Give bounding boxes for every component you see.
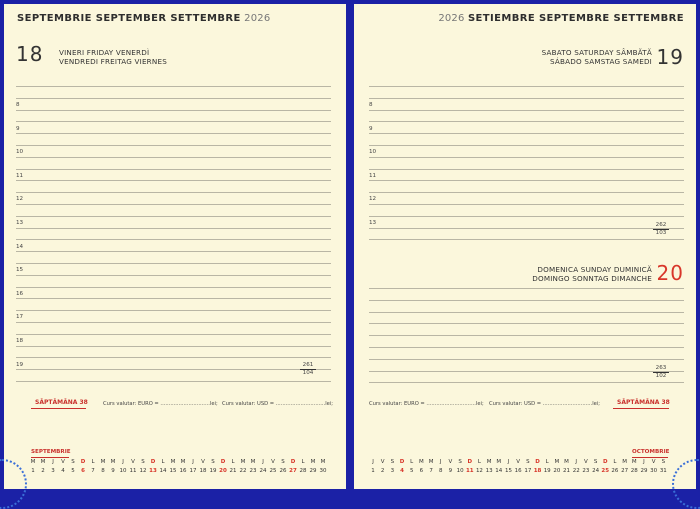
ruled-line (16, 322, 331, 323)
ruled-line (16, 369, 331, 370)
calendar-day[interactable]: 30 (650, 468, 658, 474)
calendar-day[interactable]: 1 (371, 468, 375, 474)
ruled-line (16, 228, 331, 229)
weekday-letter: S (141, 459, 145, 465)
calendar-day[interactable]: 8 (101, 468, 105, 474)
weekday-letter: J (52, 459, 54, 465)
calendar-day[interactable]: 25 (601, 468, 610, 474)
calendar-day[interactable]: 2 (380, 468, 385, 474)
calendar-day[interactable]: 5 (409, 468, 414, 474)
ruled-line (16, 157, 331, 158)
weekday-letter: D (80, 459, 86, 465)
ruled-line (16, 86, 331, 87)
weekday-letter: V (201, 459, 205, 465)
calendar-day[interactable]: 25 (269, 468, 277, 474)
weekday-letter: M (419, 459, 424, 465)
right-counter2-bottom: 102 (655, 373, 667, 379)
hour-label: 11 (16, 172, 24, 179)
right-counter1-top: 262 (653, 222, 669, 230)
weekday-letter: J (372, 459, 374, 465)
ruled-line (16, 204, 331, 205)
calendar-day[interactable]: 8 (438, 468, 443, 474)
calendar-day[interactable]: 6 (81, 468, 85, 474)
calendar-day[interactable]: 1 (31, 468, 35, 474)
weekday-letter: M (554, 459, 560, 465)
weekday-letter: M (320, 459, 326, 465)
ruled-line (369, 110, 684, 111)
weekday-letter: M (564, 459, 569, 465)
ruled-line (369, 204, 684, 205)
calendar-day[interactable]: 21 (229, 468, 237, 474)
calendar-day[interactable]: 29 (640, 468, 648, 474)
right-day2-number: 20 (656, 261, 684, 285)
left-week-underline (31, 408, 86, 409)
ruled-line (16, 169, 331, 170)
ruled-line (369, 157, 684, 158)
left-mini-month-underline (31, 457, 69, 458)
calendar-day[interactable]: 23 (249, 468, 257, 474)
calendar-day[interactable]: 26 (611, 468, 619, 474)
calendar-day[interactable]: 7 (429, 468, 433, 474)
hour-label: 17 (16, 314, 24, 321)
left-corner-dots (0, 459, 27, 509)
calendar-day[interactable]: 15 (504, 468, 512, 474)
weekday-letter: S (390, 459, 395, 465)
calendar-day[interactable]: 6 (419, 468, 424, 474)
weekday-letter: J (575, 459, 578, 465)
calendar-day[interactable]: 20 (219, 468, 227, 474)
weekday-letter: S (526, 459, 530, 465)
weekday-letter: D (150, 459, 156, 465)
right-day2-names-line1: DOMENICA SUNDAY DUMINICĂ (537, 265, 652, 274)
calendar-day[interactable]: 31 (659, 468, 667, 474)
ruled-line (369, 335, 684, 336)
weekday-letter: J (439, 459, 442, 465)
weekday-letter: S (593, 459, 598, 465)
calendar-day[interactable]: 5 (71, 468, 75, 474)
weekday-letter: V (131, 459, 135, 465)
left-mini-month: SEPTEMBRIE (31, 449, 71, 455)
calendar-day[interactable]: 27 (621, 468, 629, 474)
weekday-letter: M (110, 459, 116, 465)
calendar-day[interactable]: 4 (400, 468, 404, 474)
hour-label: 13 (369, 220, 377, 226)
weekday-letter: D (535, 459, 540, 465)
hour-label: 16 (16, 290, 24, 297)
left-day-counter (300, 362, 316, 377)
ruled-line (16, 121, 331, 122)
weekday-letter: J (643, 459, 645, 465)
calendar-day[interactable]: 14 (159, 468, 167, 474)
right-day1-names-line2: SÁBADO SAMSTAG SAMEDI (550, 57, 652, 66)
weekday-letter: L (410, 459, 414, 465)
hour-label: 9 (369, 125, 373, 132)
hour-label: 9 (16, 125, 20, 132)
ruled-line (16, 381, 331, 382)
ruled-line (369, 323, 684, 324)
ruled-line (16, 145, 331, 146)
calendar-day[interactable]: 3 (390, 468, 395, 474)
hour-label: 10 (16, 149, 24, 156)
calendar-day[interactable]: 18 (199, 468, 207, 474)
weekday-row (28, 459, 338, 468)
calendar-day[interactable]: 17 (524, 468, 532, 474)
hour-label: 13 (16, 220, 24, 226)
weekday-letter: S (71, 459, 75, 465)
ruled-line (369, 145, 684, 146)
ruled-line (16, 287, 331, 288)
right-header-months: SETIEMBRE SEPTEMBRE SETTEMBRE (467, 13, 684, 24)
right-header-year: 2026 (438, 13, 465, 24)
calendar-day[interactable]: 23 (582, 468, 590, 474)
weekday-letter: V (584, 459, 588, 465)
ruled-line (369, 228, 684, 229)
weekday-letter: M (622, 459, 627, 465)
left-header-year: 2026 (244, 13, 271, 24)
calendar-day[interactable]: 22 (239, 468, 247, 474)
left-mini-calendar (28, 459, 338, 477)
ruled-line (369, 169, 684, 170)
hour-label: 15 (16, 267, 24, 274)
hour-label: 10 (369, 149, 377, 156)
weekday-letter: M (486, 459, 492, 465)
weekday-letter: V (651, 459, 656, 465)
left-header (17, 13, 270, 24)
ruled-line (16, 298, 331, 299)
right-day2-names-line2: DOMINGO SONNTAG DIMANCHE (532, 274, 652, 283)
ruled-line (16, 251, 331, 252)
calendar-day[interactable]: 11 (465, 468, 474, 474)
weekday-letter: M (631, 459, 637, 465)
weekday-letter: D (467, 459, 473, 465)
ruled-line (369, 133, 684, 134)
weekday-letter: S (211, 459, 215, 465)
right-curs-euro: Curs valutar: EURO = ..............................lei; (369, 401, 484, 407)
weekday-letter: V (61, 459, 65, 465)
ruled-line (369, 288, 684, 289)
weekday-letter: D (290, 459, 296, 465)
hour-label: 12 (369, 196, 377, 203)
hour-label: 8 (369, 102, 373, 108)
ruled-line (369, 180, 684, 181)
weekday-letter: J (262, 459, 264, 465)
day-row (368, 468, 678, 477)
ruled-line (369, 312, 684, 313)
weekday-letter: L (545, 459, 549, 465)
ruled-line (16, 334, 331, 335)
calendar-day[interactable]: 28 (299, 468, 307, 474)
ruled-line (16, 180, 331, 181)
calendar-day[interactable]: 4 (61, 468, 65, 474)
weekday-letter: L (91, 459, 95, 465)
ruled-line (369, 371, 684, 372)
left-header-months: SEPTEMBRIE SEPTEMBER SETTEMBRE (17, 13, 241, 24)
weekday-letter: M (310, 459, 316, 465)
ruled-line (16, 275, 331, 276)
calendar-day[interactable]: 17 (189, 468, 197, 474)
calendar-day[interactable]: 14 (495, 468, 503, 474)
calendar-day[interactable]: 18 (533, 468, 542, 474)
calendar-day[interactable]: 27 (289, 468, 297, 474)
right-mini-month: OCTOMBRIE (632, 449, 670, 455)
calendar-day[interactable]: 7 (91, 468, 95, 474)
calendar-day[interactable]: 13 (485, 468, 493, 474)
day-row (28, 468, 338, 477)
calendar-day[interactable]: 30 (319, 468, 327, 474)
calendar-day[interactable]: 9 (448, 468, 453, 474)
ruled-line (369, 239, 684, 240)
calendar-day[interactable]: 29 (309, 468, 317, 474)
weekday-letter: L (477, 459, 481, 465)
weekday-letter: M (30, 459, 36, 465)
weekday-letter: M (250, 459, 256, 465)
calendar-day[interactable]: 2 (41, 468, 45, 474)
calendar-day[interactable]: 16 (179, 468, 187, 474)
right-mini-calendar (368, 459, 678, 477)
weekday-letter: M (428, 459, 434, 465)
calendar-day[interactable]: 11 (129, 468, 137, 474)
calendar-day[interactable]: 20 (553, 468, 561, 474)
weekday-letter: M (170, 459, 176, 465)
left-page (4, 4, 346, 489)
calendar-day[interactable]: 10 (456, 468, 464, 474)
ruled-line (16, 346, 331, 347)
right-counter1-bottom: 103 (655, 230, 667, 236)
weekday-letter: S (458, 459, 462, 465)
calendar-day[interactable]: 10 (119, 468, 127, 474)
calendar-day[interactable]: 26 (279, 468, 287, 474)
hour-label: 14 (16, 243, 24, 250)
calendar-day[interactable]: 16 (514, 468, 522, 474)
ruled-line (369, 359, 684, 360)
ruled-line (369, 192, 684, 193)
ruled-line (369, 300, 684, 301)
right-day1-number: 19 (656, 45, 684, 69)
weekday-letter: V (271, 459, 275, 465)
right-day1-names-line1: SABATO SATURDAY SÂMBĂTĂ (541, 48, 652, 57)
left-counter-bottom: 104 (302, 370, 314, 376)
hour-label: 19 (16, 361, 24, 368)
weekday-letter: L (301, 459, 305, 465)
weekday-letter: J (192, 459, 194, 465)
weekday-letter: M (496, 459, 502, 465)
right-mini-month-underline (632, 457, 668, 458)
ruled-line (369, 216, 684, 217)
left-curs-usd: Curs valutar: USD = ..............................lei; (222, 401, 334, 407)
calendar-day[interactable]: 21 (563, 468, 571, 474)
left-counter-top: 261 (300, 362, 316, 370)
ruled-line (369, 121, 684, 122)
left-day-names-line1: VINERI FRIDAY VENERDÌ (59, 48, 150, 57)
hour-label: 12 (16, 196, 24, 203)
weekday-letter: L (161, 459, 165, 465)
weekday-letter: L (231, 459, 235, 465)
hour-label: 8 (16, 102, 20, 108)
weekday-letter: M (100, 459, 106, 465)
ruled-line (16, 310, 331, 311)
weekday-letter: M (180, 459, 186, 465)
ruled-line (369, 382, 684, 383)
calendar-day[interactable]: 9 (111, 468, 115, 474)
right-day1-counter (653, 222, 669, 237)
right-day2-names (532, 265, 652, 283)
ruled-line (369, 347, 684, 348)
ruled-line (16, 357, 331, 358)
weekday-letter: V (380, 459, 385, 465)
calendar-day[interactable]: 24 (259, 468, 267, 474)
weekday-letter: D (602, 459, 608, 465)
calendar-day[interactable]: 13 (149, 468, 157, 474)
weekday-letter: S (661, 459, 666, 465)
ruled-line (369, 86, 684, 87)
weekday-letter: V (448, 459, 453, 465)
weekday-letter: S (281, 459, 285, 465)
ruled-line (16, 133, 331, 134)
ruled-line (16, 192, 331, 193)
right-week-underline (613, 408, 669, 409)
ruled-line (16, 216, 331, 217)
weekday-letter: D (399, 459, 405, 465)
weekday-letter: L (613, 459, 617, 465)
calendar-day[interactable]: 24 (592, 468, 600, 474)
left-day-number: 18 (16, 42, 44, 66)
calendar-day[interactable]: 15 (169, 468, 177, 474)
weekday-letter: M (240, 459, 246, 465)
calendar-day[interactable]: 28 (630, 468, 638, 474)
calendar-day[interactable]: 12 (475, 468, 483, 474)
weekday-letter: V (516, 459, 521, 465)
weekday-row (368, 459, 678, 468)
right-page (354, 4, 696, 489)
left-day-names-line2: VENDREDI FREITAG VIERNES (59, 57, 167, 66)
weekday-letter: D (220, 459, 226, 465)
ruled-line (369, 98, 684, 99)
calendar-day[interactable]: 19 (543, 468, 551, 474)
hour-label: 11 (369, 172, 377, 179)
calendar-day[interactable]: 19 (209, 468, 217, 474)
weekday-letter: J (507, 459, 510, 465)
left-week-label: SĂPTĂMÂNA 38 (35, 399, 88, 406)
weekday-letter: J (122, 459, 124, 465)
right-header (438, 13, 684, 24)
calendar-day[interactable]: 3 (51, 468, 55, 474)
ruled-line (16, 239, 331, 240)
right-curs-usd: Curs valutar: USD = ..............................lei; (489, 401, 601, 407)
left-curs-euro: Curs valutar: EURO = ..............................lei; (103, 401, 218, 407)
ruled-line (16, 98, 331, 99)
binding-spine (346, 4, 354, 489)
weekday-letter: M (40, 459, 46, 465)
hour-label: 18 (16, 338, 24, 344)
ruled-line (16, 263, 331, 264)
left-day-names (59, 48, 167, 66)
right-day2-counter (653, 365, 669, 380)
calendar-day[interactable]: 12 (139, 468, 147, 474)
ruled-line (16, 110, 331, 111)
right-day1-names (542, 48, 652, 66)
right-week-label: SĂPTĂMÂNA 38 (617, 399, 670, 406)
right-counter2-top: 263 (653, 365, 669, 373)
calendar-day[interactable]: 22 (572, 468, 580, 474)
